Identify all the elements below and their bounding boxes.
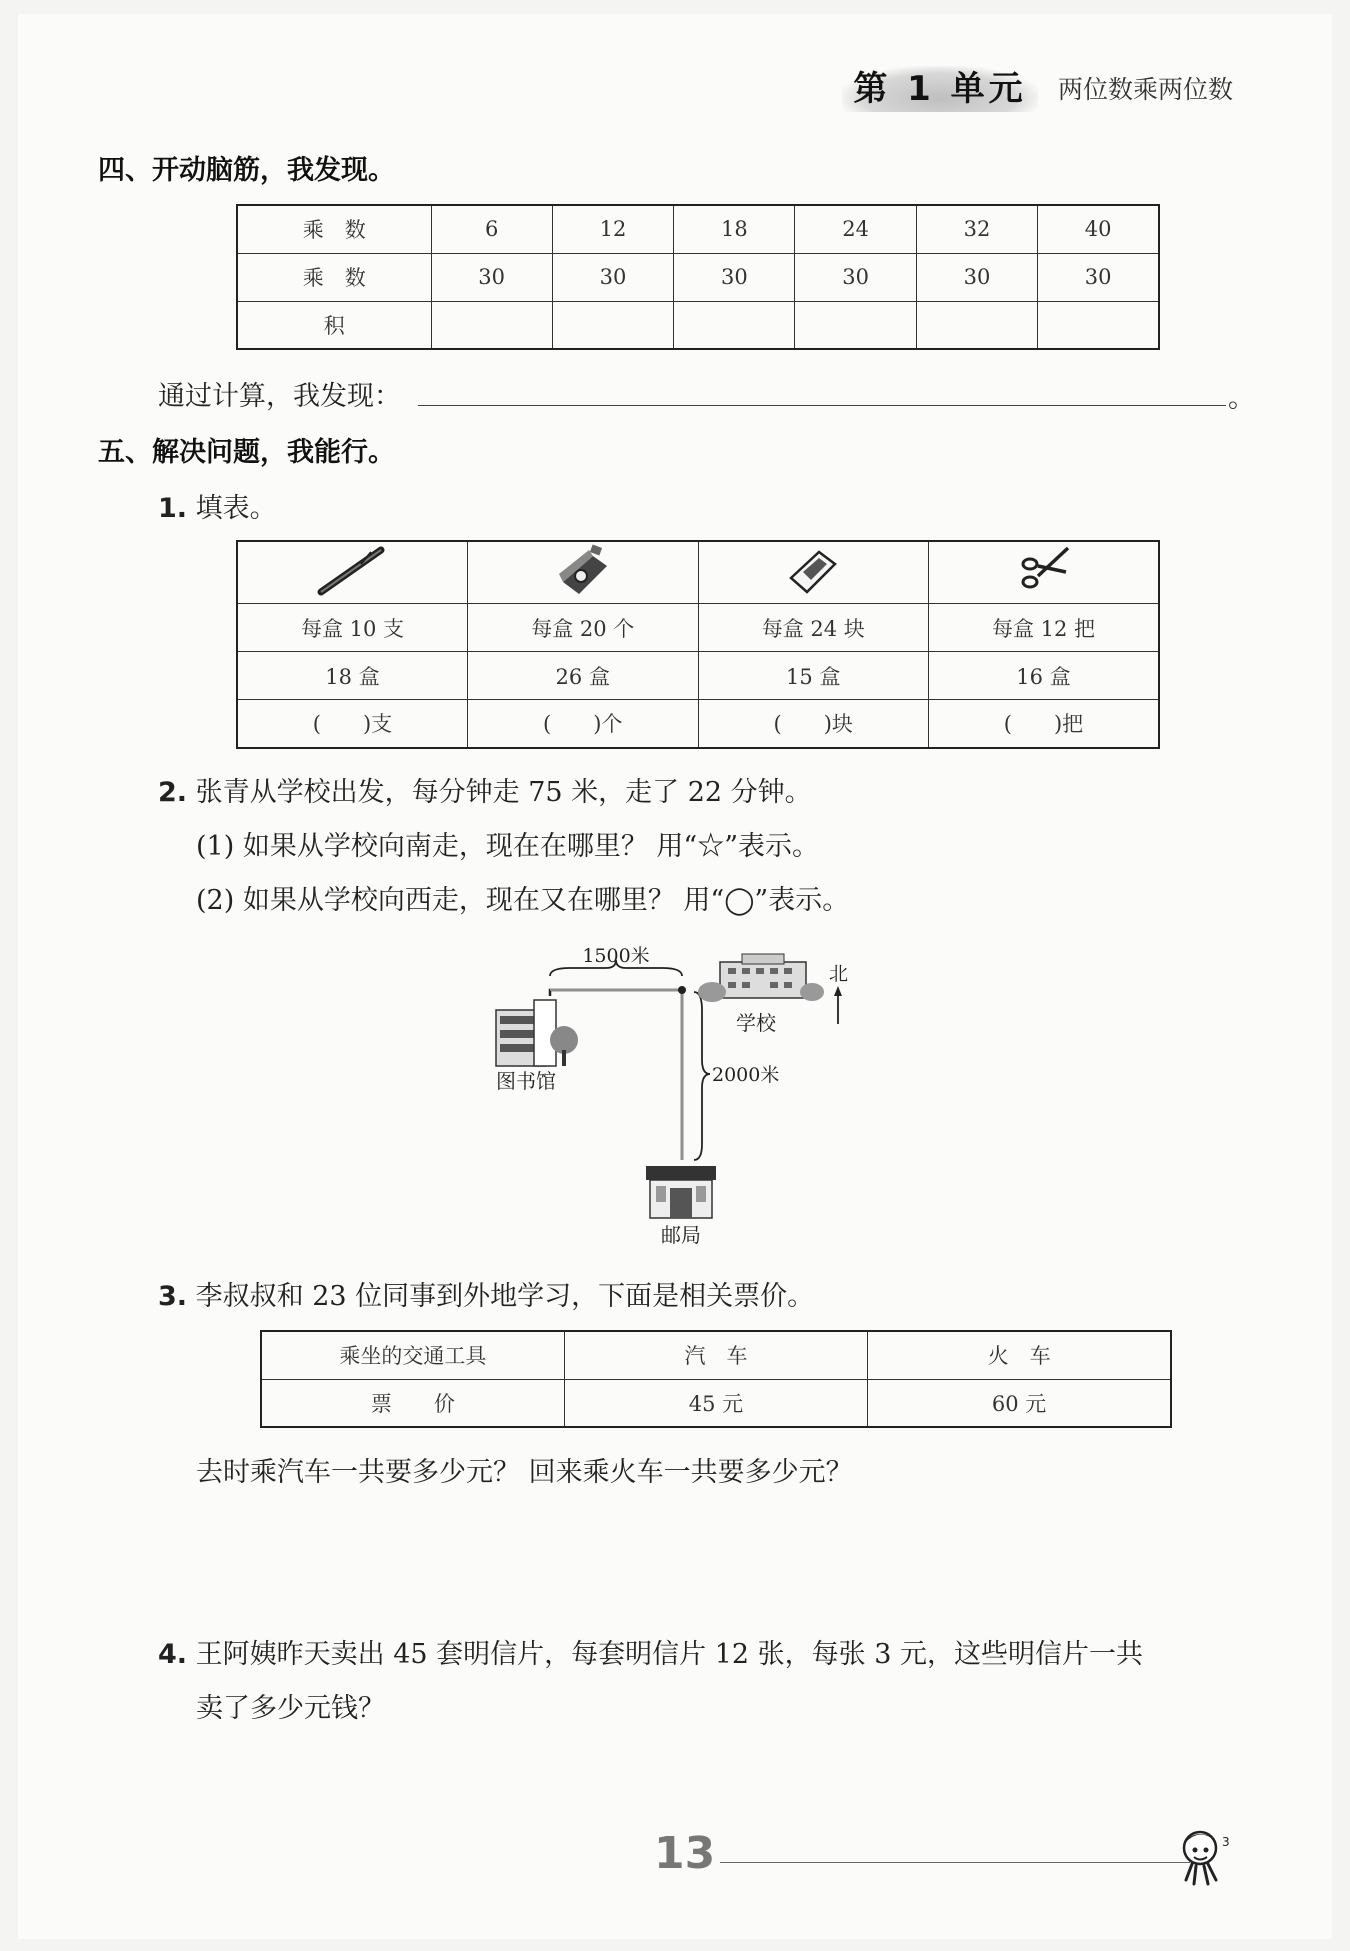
box-count-cell: 15 盒 [698, 652, 929, 700]
page-number: 13 [654, 1828, 716, 1879]
train-header: 火 车 [868, 1331, 1171, 1379]
product-answer-cell[interactable] [552, 301, 673, 349]
discovery-answer-line[interactable] [418, 405, 1226, 406]
north-label: 北 [829, 963, 849, 985]
unit-topic: 两位数乘两位数 [1058, 75, 1234, 104]
section-5-title: 五、解决问题，我能行。 [98, 437, 395, 468]
q1-number: 1. [158, 493, 188, 524]
q2-sub2: (2) 如果从学校向西走，现在又在哪里？ 用“◯”表示。 [196, 885, 850, 916]
factor1-cell: 12 [552, 205, 673, 253]
q3-heading [158, 1274, 814, 1313]
q1-heading [158, 486, 277, 525]
q4-line2: 卖了多少元钱？ [196, 1693, 385, 1724]
factor2-cell: 30 [674, 253, 795, 301]
factor2-cell: 30 [916, 253, 1037, 301]
product-answer-cell[interactable] [795, 301, 916, 349]
school-building [698, 954, 824, 1002]
post-office-building [646, 1166, 716, 1218]
stationery-table [236, 540, 1160, 749]
box-count-cell: 18 盒 [237, 652, 468, 700]
cartoon-mascot-icon [1170, 1822, 1240, 1892]
eraser-icon [698, 541, 929, 604]
q3-number: 3. [158, 1281, 188, 1312]
q2-number: 2. [158, 777, 188, 808]
transport-header: 乘坐的交通工具 [261, 1331, 564, 1379]
factor2-cell: 30 [552, 253, 673, 301]
train-price: 60 元 [868, 1379, 1171, 1427]
answer-cell[interactable]: ( )个 [468, 700, 699, 748]
west-distance-label: 1500米 [582, 945, 650, 967]
row-label-product: 积 [237, 301, 431, 349]
per-box-cell: 每盒 24 块 [698, 604, 929, 652]
q3-answer-area[interactable] [196, 1500, 1186, 1620]
route-map[interactable] [480, 940, 880, 1260]
factor2-cell: 30 [1038, 253, 1159, 301]
row-label-factor1: 乘 数 [237, 205, 431, 253]
q4-answer-area[interactable] [196, 1730, 1186, 1820]
footer-divider [720, 1862, 1190, 1863]
answer-cell[interactable]: ( )把 [929, 700, 1160, 748]
q3-question: 去时乘汽车一共要多少元？ 回来乘火车一共要多少元？ [196, 1457, 853, 1488]
product-answer-cell[interactable] [431, 301, 552, 349]
factor1-cell: 6 [431, 205, 552, 253]
product-answer-cell[interactable] [916, 301, 1037, 349]
bus-header: 汽 车 [564, 1331, 867, 1379]
factor2-cell: 30 [431, 253, 552, 301]
product-answer-cell[interactable] [1038, 301, 1159, 349]
factor1-cell: 32 [916, 205, 1037, 253]
post-office-label: 邮局 [661, 1223, 701, 1247]
factor1-cell: 40 [1038, 205, 1159, 253]
per-box-cell: 每盒 12 把 [929, 604, 1160, 652]
brace-south [694, 992, 710, 1160]
library-label: 图书馆 [496, 1069, 556, 1093]
factor2-cell: 30 [795, 253, 916, 301]
per-box-cell: 每盒 10 支 [237, 604, 468, 652]
row-label-factor2: 乘 数 [237, 253, 431, 301]
q3-text: 李叔叔和 23 位同事到外地学习，下面是相关票价。 [195, 1281, 815, 1312]
discovery-end-mark: 。 [1228, 383, 1255, 414]
q2-text: 张青从学校出发，每分钟走 75 米，走了 22 分钟。 [195, 777, 812, 808]
answer-cell[interactable]: ( )支 [237, 700, 468, 748]
ticket-price-table [260, 1330, 1172, 1428]
scissors-icon [929, 541, 1160, 604]
section-4-title: 四、开动脑筋，我发现。 [98, 155, 395, 186]
bus-price: 45 元 [564, 1379, 867, 1427]
q4-number: 4. [158, 1639, 188, 1670]
q1-text: 填表。 [195, 493, 277, 524]
discovery-prompt: 通过计算，我发现： [158, 381, 401, 412]
q2-sub1: (1) 如果从学校向南走，现在在哪里？ 用“☆”表示。 [196, 831, 820, 862]
product-answer-cell[interactable] [674, 301, 795, 349]
factor1-cell: 24 [795, 205, 916, 253]
answer-cell[interactable]: ( )块 [698, 700, 929, 748]
q4-heading [158, 1632, 1143, 1671]
box-count-cell: 16 盒 [929, 652, 1160, 700]
south-distance-label: 2000米 [712, 1064, 780, 1086]
school-point [678, 986, 686, 994]
price-label: 票 价 [261, 1379, 564, 1427]
multiplication-table [236, 204, 1160, 350]
q2-heading [158, 770, 812, 809]
box-count-cell: 26 盒 [468, 652, 699, 700]
school-label: 学校 [736, 1011, 776, 1035]
pen-icon [237, 541, 468, 604]
svg-text:3: 3 [1222, 1835, 1230, 1849]
unit-badge: 第 1 单元 [842, 66, 1038, 112]
q4-line1: 王阿姨昨天卖出 45 套明信片，每套明信片 12 张，每张 3 元，这些明信片一共 [195, 1639, 1144, 1670]
factor1-cell: 18 [674, 205, 795, 253]
sharpener-icon [468, 541, 699, 604]
route-path [550, 990, 682, 1160]
per-box-cell: 每盒 20 个 [468, 604, 699, 652]
library-building [496, 1000, 578, 1066]
